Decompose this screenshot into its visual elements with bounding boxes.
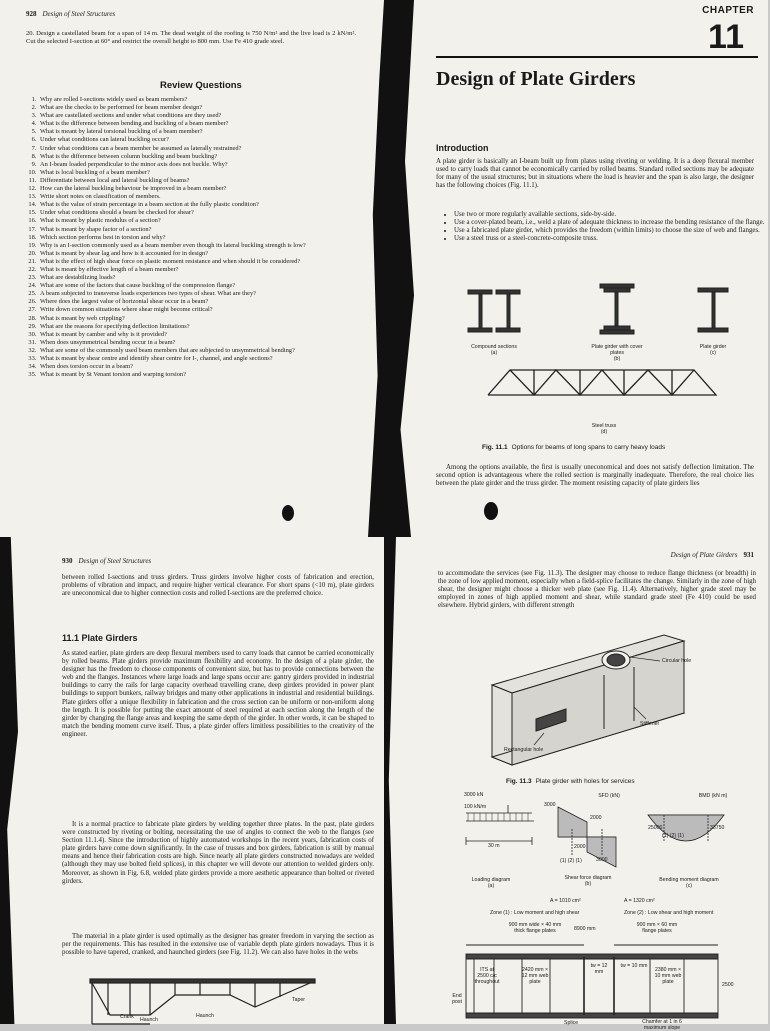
problem-20: 20. Design a castellated beam for a span of 14 m. The dead weight of the roofing is 750 N/m² and the live load is 2 kN/m². Cut the selected I-section at 60° and restrict the overall height to 800 mm. Use Fe 410 grade steel.: [26, 30, 356, 46]
review-question-item: 5. What is meant by lateral torsional buckling of a beam member?: [38, 128, 368, 136]
review-question-item: 1. Why are rolled I-sections widely used as beam members?: [38, 96, 368, 104]
punch-hole: [484, 502, 498, 520]
label-tw-12: tw = 12 mm: [590, 963, 608, 975]
review-question-item: 32. What are some of the commonly used beam members that are subjected to unsymmetrical bending?: [38, 347, 368, 355]
binding-shadow: [368, 0, 384, 537]
review-question-item: 7. Under what conditions can a beam member be assumed as laterally restrained?: [38, 145, 368, 153]
cover-plated-girder-drawing: [600, 284, 634, 334]
review-question-item: 9. An I-beam loaded perpendicular to the minor axis does not buckle. Why?: [38, 161, 368, 169]
chapter-label: CHAPTER: [702, 5, 754, 16]
label-circular-hole: Circular hole: [662, 658, 692, 664]
review-question-item: 20. What is meant by shear lag and how is it accounted for in design?: [38, 250, 368, 258]
review-question-item: 2. What are the checks to be performed for beam member design?: [38, 104, 368, 112]
running-head-title: Design of Steel Structures: [78, 557, 152, 565]
label-end-post: End post: [452, 993, 462, 1005]
label-bmd: BMD (kN m): [698, 793, 728, 799]
label-shear-3000-top: 3000: [544, 802, 556, 808]
section-heading: 11.1 Plate Girders: [62, 633, 138, 643]
review-question-item: 34. When does torsion occur in a beam?: [38, 363, 368, 371]
label-shear-force-diagram: Shear force diagram (b): [564, 875, 612, 887]
label-crank: Crank: [120, 1014, 134, 1020]
review-question-item: 3. What are castellated sections and under what conditions are they used?: [38, 112, 368, 120]
punch-hole: [282, 505, 294, 521]
review-question-item: 21. What is the effect of high shear force on plastic moment resistance and when should it be considered?: [38, 258, 368, 266]
label-span: 30 m: [488, 843, 500, 849]
review-questions-heading: Review Questions: [160, 80, 242, 91]
review-question-item: 10. What is local buckling of a beam member?: [38, 169, 368, 177]
page-928: [0, 0, 384, 537]
figure-11-1-caption: Fig. 11.1 Options for beams of long spans to carry heavy loads: [482, 444, 666, 451]
label-stiffener: Stiffener: [640, 721, 660, 727]
label-flange-zone-1: 900 mm wide × 40 mm thick flange plates: [508, 922, 562, 934]
review-question-item: 28. What is meant by web crippling?: [38, 315, 368, 323]
figure-11-4: [384, 537, 768, 1024]
label-zone-1: Zone (1) : Low moment and high shear: [490, 910, 580, 916]
page-929: [384, 0, 768, 537]
label-haunch-right: Haunch: [196, 1013, 214, 1019]
review-question-item: 12. How can the lateral buckling behaviour be improved in a beam member?: [38, 185, 368, 193]
label-sfd: SFD (kN): [598, 793, 620, 799]
label-point-load: 3000 kN: [464, 792, 484, 798]
paragraph-4: The material in a plate girder is used optimally as the designer has greater freedom in varying the section as per the requirements. This has resulted in the extensive use of variable depth plate girders nowadays. Thus it is possible to have tapered, cranked, and haunched girders (see Fig. 11.2). We can also have holes in the webs: [62, 933, 374, 957]
label-shear-2000-top: 2000: [590, 815, 602, 821]
closing-paragraph: Among the options available, the first is usually uneconomical and does not satisfy deflection limitation. The second option is advantageous where the rolled section is marginally inadequate. Therefore, the real choice lies between the plate girder and the truss girder. The moment resisting capacity of plate girders lies: [436, 464, 754, 488]
paragraph-1: to accommodate the services (see Fig. 11.3). The designer may choose to reduce flange thickness (or breadth) in the zone of low applied moment, especially when a field-splice facilitates the change. Similarly in the zone of high shear, the designer might choose a thicker web plate (see Fig. 11.4). Alternatively, higher grade steel may be employed in zones of high applied moment and shear, while standard grade steel (Fe 410) could be used elsewhere. Hybrid girders, with different strength: [438, 570, 756, 610]
label-shear-3000-bottom: 3000: [596, 857, 608, 863]
review-question-item: 25. A beam subjected to transverse loads experiences two types of shear. What are they?: [38, 290, 368, 298]
label-taper: Taper: [292, 997, 305, 1003]
label-zone-2: Zone (2) : Low shear and high moment: [624, 910, 714, 916]
chapter-number: 11: [708, 18, 744, 56]
introduction-heading: Introduction: [436, 143, 489, 153]
label-moment-33750: 33750: [710, 825, 725, 831]
page-number: 930: [62, 557, 73, 565]
review-question-item: 15. Under what conditions should a beam be checked for shear?: [38, 209, 368, 217]
figure-11-2: [0, 537, 384, 1024]
label-splice: Splice: [564, 1020, 579, 1026]
running-head-title: Design of Plate Girders: [670, 551, 738, 559]
label-rectangular-hole: Rectangular hole: [504, 747, 544, 753]
label-length-8900: 8900 mm: [574, 926, 596, 932]
page-931: [384, 537, 768, 1031]
review-question-item: 19. Why is an I-section commonly used as a beam member even though its lateral buckling strength is low?: [38, 242, 368, 250]
paragraph-1: between rolled I-sections and truss girders. Truss girders involve higher costs of fabrication and erection, problems of vibration and impact, and require higher vertical clearance. For short spans (<10 m), plate girders are uneconomical due to higher connection costs and rolled I-sections are the preferred choice.: [62, 574, 374, 598]
figure-11-3-caption: Fig. 11.3 Plate girder with holes for services: [506, 778, 635, 785]
review-question-item: 14. What is the value of strain percentage in a beam section at the fully plastic condition?: [38, 201, 368, 209]
label-area-1: A = 1010 cm²: [550, 898, 581, 904]
label-bending-moment-diagram: Bending moment diagram (c): [659, 877, 719, 889]
review-question-item: 13. Write short notes on classification of members.: [38, 193, 368, 201]
label-bmd-zones: (1) (2) (1): [662, 833, 684, 839]
option-item: • Use a steel truss or a steel-concrete-composite truss.: [454, 235, 770, 243]
page-930: [0, 537, 384, 1024]
fig-label-plate-girder: Plate girder (c): [699, 344, 727, 356]
running-head-title: Design of Steel Structures: [42, 10, 116, 18]
review-question-item: 11. Differentiate between local and lateral buckling of beams?: [38, 177, 368, 185]
chapter-title: Design of Plate Girders: [436, 68, 636, 90]
page-number: 931: [743, 551, 754, 559]
review-question-item: 27. Write down common situations where shear might become critical?: [38, 306, 368, 314]
option-item: • Use a cover-plated beam, i.e., weld a plate of adequate thickness to increase the bending resistance of the flange.: [454, 219, 770, 227]
review-question-item: 16. What is meant by plastic modulus of a section?: [38, 217, 368, 225]
review-question-item: 35. What is meant by St Venant torsion and warping torsion?: [38, 371, 368, 379]
label-depth-2500: 2500: [722, 982, 734, 988]
loading-diagram: [466, 805, 534, 845]
label-area-2: A = 1320 cm²: [624, 898, 655, 904]
label-intermediate-stiffeners: ITS at 2500 c/c throughout: [474, 967, 500, 985]
review-question-item: 8. What is the difference between column buckling and beam buckling?: [38, 153, 368, 161]
plate-girder-drawing: [698, 288, 728, 332]
fig-label-compound: Compound sections (a): [471, 344, 517, 356]
label-flange-zone-2: 900 mm × 60 mm flange plates: [636, 922, 678, 934]
compound-sections-drawing: [468, 290, 520, 332]
label-tw-10: tw = 10 mm: [620, 963, 648, 969]
label-haunch-left: Haunch: [140, 1017, 158, 1023]
label-loading-diagram: Loading diagram (a): [471, 877, 511, 889]
review-question-item: 23. What are destabilizing loads?: [38, 274, 368, 282]
review-question-item: 33. What is meant by shear centre and identify shear centre for I-, channel, and angle sections?: [38, 355, 368, 363]
review-question-item: 4. What is the difference between bending and buckling of a beam member?: [38, 120, 368, 128]
review-question-item: 22. What is meant by effective length of a beam member?: [38, 266, 368, 274]
intro-paragraph: A plate girder is basically an I-beam built up from plates using riveting or welding. It is a deep flexural member used to carry loads that cannot be economically carried by rolled beams. Standard rolled sections may be adequate for many of the usual structures; but in situations where the load is heavier and the span is also large, the designer has the following choices (Fig. 11.1).: [436, 158, 754, 190]
label-web-plate-10: 2380 mm × 10 mm web plate: [654, 967, 682, 985]
review-question-item: 26. Where does the largest value of horizontal shear occur in a beam?: [38, 298, 368, 306]
label-moment-25000: 25000: [648, 825, 663, 831]
label-sfd-zones: (1) (2) (1): [560, 858, 582, 864]
review-question-item: 18. Which section performs best in torsion and why?: [38, 234, 368, 242]
option-item: • Use a fabricated plate girder, which provides the freedom (within limits) to choose the size of web and flanges.: [454, 227, 770, 235]
running-head: [26, 10, 115, 18]
label-shear-2000-bottom: 2000: [574, 844, 586, 850]
fig-label-cover-plated: Plate girder with cover plates (b): [591, 344, 643, 362]
review-question-item: 24. What are some of the factors that cause buckling of the compression flange?: [38, 282, 368, 290]
paragraph-2: As stated earlier, plate girders are deep flexural members used to carry loads that cannot be carried economically by rolled beams. Plate girders provide maximum flexibility and economy. In the design of a plate girder, the designer has the freedom to choose components of convenient size, but has to provide connections between the web and the flanges. Instances where large loads and large spans occur are: gantry girders provided in industrial buildings to carry the rails for large capacity overhead travelling crane, deep girders provided in power plant buildings to support bunkers, railway bridges and many other applications in industrial and residential buildings. Plate girders offer a unique flexibility in fabrication and the cross section can be uniform or non-uniform along the length. It is possible for putting the exact amount of steel required at each section along the length of the girder by changing the flange areas and keeping the same depth of the girder. In other words, it can be shaped to match the bending moment curve itself. Thus, a plate girder offers limitless possibilities to the creativity of the engineer.: [62, 650, 374, 738]
review-question-item: 31. When does unsymmetrical bending occur in a beam?: [38, 339, 368, 347]
review-questions-list: [26, 96, 368, 379]
review-question-item: 30. What is meant by camber and why is it provided?: [38, 331, 368, 339]
label-web-plate-12: 2420 mm × 12 mm web plate: [521, 967, 549, 985]
steel-truss-drawing: [488, 370, 716, 395]
page-number: 928: [26, 10, 37, 18]
review-question-item: 29. What are the reasons for specifying deflection limitations?: [38, 323, 368, 331]
review-question-item: 6. Under what conditions can lateral buckling occur?: [38, 136, 368, 144]
option-item: • Use two or more regularly available sections, side-by-side.: [454, 211, 770, 219]
review-question-item: 17. What is meant by shape factor of a section?: [38, 226, 368, 234]
label-udl: 100 kN/m: [464, 804, 487, 810]
label-chamfer: Chamfer at 1 in 6 maximum slope: [642, 1019, 682, 1031]
paragraph-3: It is a normal practice to fabricate plate girders by welding together three plates. In the past, plate girders were constructed by riveting or bolting, necessitating the use of angles to connect the web to the flanges (see Section 11.1.4). Since the introduction of highly automated workshops in the recent years, fabrication costs of plate girders have come down significantly. In the case of trusses and box girders, fabrication is still by manual means and hence their fabrication costs are high. Since nearly all plate girders constructed nowadays are welded (although they may use bolted field splices), in this chapter we will devote our attention to welded girders only. Moreover, as shown in Fig. 6.8, welded plate girders provide a more aesthetic appearance than bolted or riveted girders.: [62, 821, 374, 885]
fig-label-steel-truss: Steel truss (d): [591, 423, 617, 435]
figure-11-1: [384, 0, 768, 537]
